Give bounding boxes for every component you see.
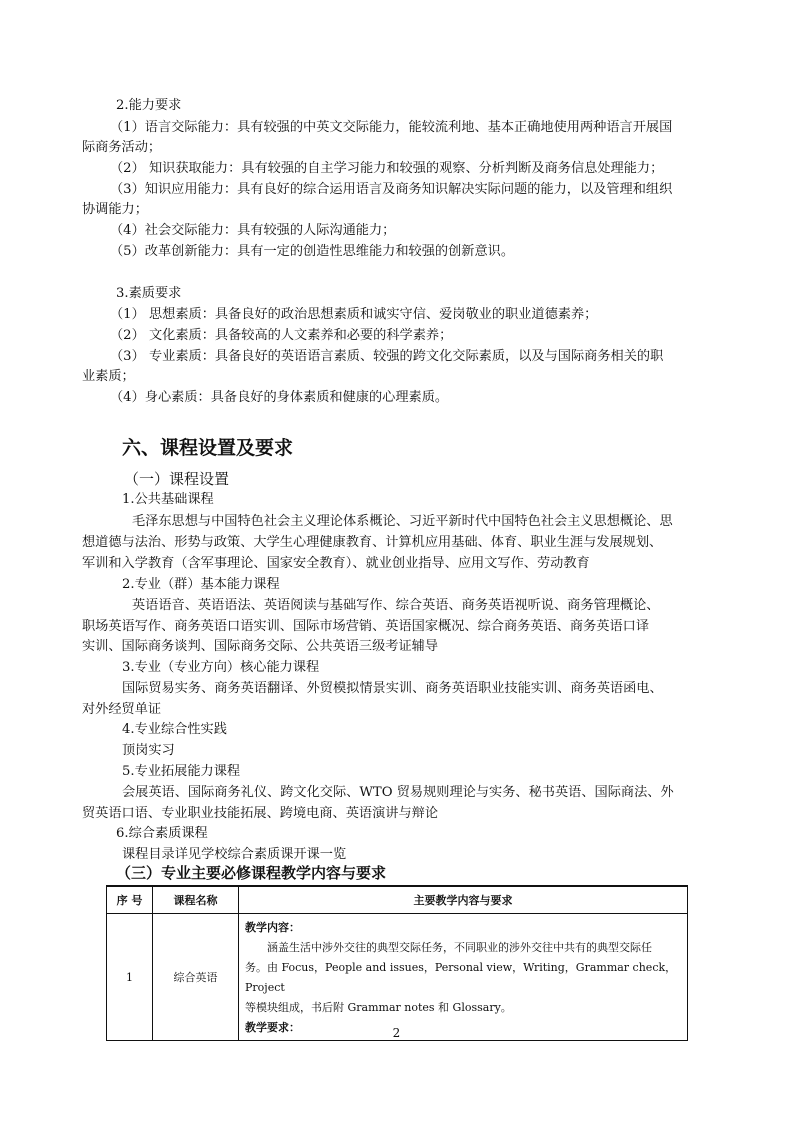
course-group-1-heading: 1.公共基础课程 [122, 492, 214, 507]
course-content-cell [239, 914, 688, 1041]
ability-heading: 2.能力要求 [116, 98, 182, 113]
course-group-5-heading: 5.专业拓展能力课程 [122, 764, 241, 779]
course-table [106, 885, 688, 1041]
teaching-content-text: 务。由 Focus，People and issues，Personal view，Writing，Grammar check，Project [245, 961, 677, 994]
course-group-5-line: 贸英语口语、专业职业技能拓展、跨境电商、英语演讲与辩论 [82, 806, 439, 821]
course-group-4-heading: 4.专业综合性实践 [122, 722, 227, 737]
quality-item-3-cont: 业素质； [82, 369, 135, 384]
course-group-6-line: 课程目录详见学校综合素质课开课一览 [122, 847, 347, 862]
course-number: 1 [107, 914, 153, 1041]
quality-item-4: （4）身心素质：具备良好的身体素质和健康的心理素质。 [110, 390, 449, 405]
course-group-2-line: 职场英语写作、商务英语口语实训、国际市场营销、英语国家概况、综合商务英语、商务英语口译 [82, 619, 650, 634]
table-header-row [107, 886, 688, 914]
course-group-2-heading: 2.专业（群）基本能力课程 [122, 577, 280, 592]
column-header-course-name: 课程名称 [153, 886, 239, 914]
course-group-3-line: 对外经贸单证 [82, 702, 162, 717]
section-title: 六、课程设置及要求 [122, 437, 294, 459]
course-name: 综合英语 [153, 914, 239, 1041]
ability-item-3-cont: 协调能力； [82, 202, 148, 217]
quality-item-1: （1） 思想素质：具备良好的政治思想素质和诚实守信、爱岗敬业的职业道德素养； [110, 307, 598, 322]
ability-item-3: （3）知识应用能力：具有良好的综合运用语言及商务知识解决实际问题的能力，以及管理和组织 [110, 182, 673, 197]
course-group-6-heading: 6.综合素质课程 [116, 826, 208, 841]
ability-item-4: （4）社会交际能力：具有较强的人际沟通能力； [110, 223, 396, 238]
page-number: 2 [392, 1026, 401, 1040]
teaching-requirement-label: 教学要求： [245, 1021, 300, 1034]
teaching-content-text: 涵盖生活中涉外交往的典型交际任务，不同职业的涉外交往中共有的典型交际任 [267, 941, 652, 954]
quality-heading: 3.素质要求 [116, 286, 182, 301]
course-group-2-line: 实训、国际商务谈判、国际商务交际、公共英语三级考证辅导 [82, 639, 439, 654]
ability-item-1: （1）语言交际能力：具有较强的中英文交际能力，能较流利地、基本正确地使用两种语言开展国 [110, 120, 673, 135]
teaching-content-label: 教学内容： [245, 921, 300, 934]
course-group-1-line: 军训和入学教育（含军事理论、国家安全教育）、就业创业指导、应用文写作、劳动教育 [82, 556, 590, 571]
course-group-3-line: 国际贸易实务、商务英语翻译、外贸模拟情景实训、商务英语职业技能实训、商务英语函电、 [122, 681, 663, 696]
ability-item-5: （5）改革创新能力：具有一定的创造性思维能力和较强的创新意识。 [110, 244, 515, 259]
quality-item-3: （3） 专业素质：具备良好的英语语言素质、较强的跨文化交际素质，以及与国际商务相关的职 [110, 349, 664, 364]
table-row [107, 914, 688, 1041]
course-group-5-line: 会展英语、国际商务礼仪、跨文化交际、WTO 贸易规则理论与实务、秘书英语、国际商法、外 [122, 785, 674, 800]
column-header-content: 主要教学内容与要求 [239, 886, 688, 914]
course-group-4-line: 顶岗实习 [122, 743, 175, 758]
subsection-required-courses: （三）专业主要必修课程教学内容与要求 [116, 864, 387, 882]
column-header-number: 序 号 [107, 886, 153, 914]
ability-item-1-cont: 际商务活动； [82, 140, 162, 155]
course-group-2-line: 英语语音、英语语法、英语阅读与基础写作、综合英语、商务英语视听说、商务管理概论、 [132, 598, 660, 613]
teaching-content-text: 等模块组成，书后附 Grammar notes 和 Glossary。 [245, 1001, 512, 1014]
course-group-1-line: 毛泽东思想与中国特色社会主义理论体系概论、习近平新时代中国特色社会主义思想概论、思 [132, 514, 673, 529]
quality-item-2: （2） 文化素质：具备较高的人文素养和必要的科学素养； [110, 328, 453, 343]
course-group-1-line: 想道德与法治、形势与政策、大学生心理健康教育、计算机应用基础、体育、职业生涯与发展规划、 [82, 535, 663, 550]
subsection-course-setup: （一）课程设置 [124, 470, 230, 488]
course-group-3-heading: 3.专业（专业方向）核心能力课程 [122, 660, 320, 675]
ability-item-2: （2） 知识获取能力：具有较强的自主学习能力和较强的观察、分析判断及商务信息处理能力； [110, 161, 664, 176]
